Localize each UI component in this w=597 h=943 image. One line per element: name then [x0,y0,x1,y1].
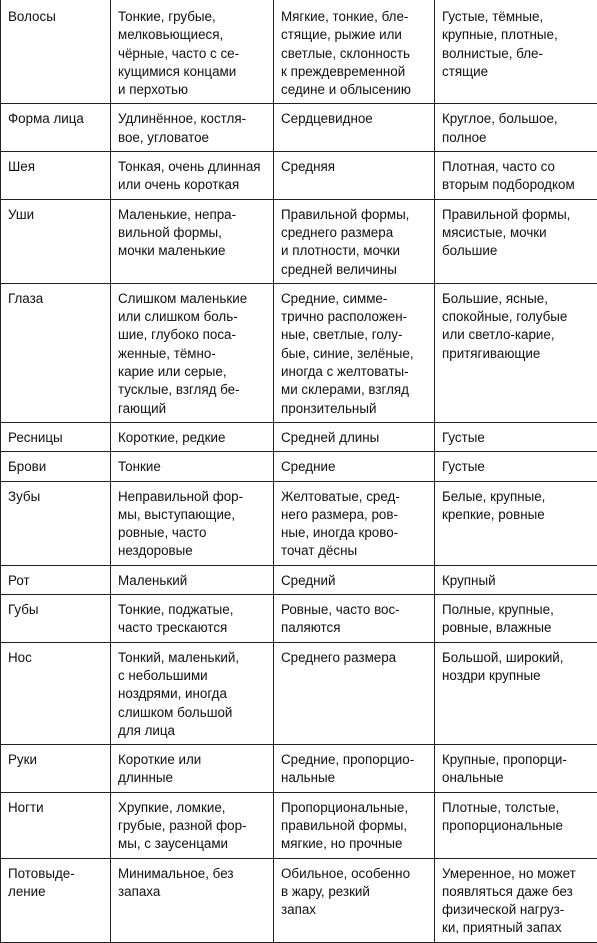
table-row [1,565,597,594]
feature-cell: Ресницы [1,422,111,451]
feature-cell: Губы [1,595,111,643]
type2-cell: Сердцевидное [274,104,435,152]
type1-cell: Тонкие, грубые, мелковьющиеся, чёрные, часто с се- кущимися концами и перхотью [111,0,274,104]
feature-cell: Глаза [1,283,111,422]
table-row [1,745,597,793]
type1-cell: Хрупкие, ломкие, грубые, разной фор- мы, с заусенцами [111,792,274,858]
type2-cell: Средние, симме- трично расположен- ные, светлые, голу- бые, синие, зелёные, иногда с желтоваты- ми склерами, взгляд пронзительный [274,283,435,422]
table-row [1,422,597,451]
type1-cell: Тонкие, поджатые, часто трескаются [111,595,274,643]
type3-cell: Плотные, толстые, пропорциональные [435,792,597,858]
type1-cell: Маленькие, непра- вильной формы, мочки маленькие [111,199,274,283]
type2-cell: Обильное, особенно в жару, резкий запах [274,858,435,942]
table-row [1,481,597,565]
type1-cell: Удлинённое, костля- вое, угловатое [111,104,274,152]
type3-cell: Белые, крупные, крепкие, ровные [435,481,597,565]
type2-cell: Желтоватые, сред- него размера, ров- ные, иногда крово- точат дёсны [274,481,435,565]
table-row [1,283,597,422]
table-row [1,642,597,744]
type1-cell: Тонкие [111,452,274,481]
type2-cell: Средние [274,452,435,481]
feature-cell: Потовыде- ление [1,858,111,942]
type3-cell: Густые [435,422,597,451]
type1-cell: Короткие или длинные [111,745,274,793]
type3-cell: Большие, ясные, спокойные, голубые или светло-карие, притягивающие [435,283,597,422]
table-row [1,595,597,643]
table-row [1,792,597,858]
feature-cell: Зубы [1,481,111,565]
type1-cell: Неправильной фор- мы, выступающие, ровные, часто нездоровые [111,481,274,565]
type3-cell: Умеренное, но может появляться даже без физической нагруз- ки, приятный запах [435,858,597,942]
type3-cell: Густые, тёмные, крупные, плотные, волнистые, бле- стящие [435,0,597,104]
type2-cell: Правильной формы, среднего размера и плотности, мочки средней величины [274,199,435,283]
type1-cell: Минимальное, без запаха [111,858,274,942]
table-row [1,0,597,104]
feature-cell: Ногти [1,792,111,858]
type3-cell: Правильной формы, мясистые, мочки большие [435,199,597,283]
table-row [1,199,597,283]
type3-cell: Густые [435,452,597,481]
type2-cell: Среднего размера [274,642,435,744]
feature-cell: Рот [1,565,111,594]
type3-cell: Плотная, часто со вторым подбородком [435,152,597,200]
table-body [1,0,597,942]
feature-cell: Форма лица [1,104,111,152]
table-row [1,152,597,200]
table-row [1,104,597,152]
type2-cell: Ровные, часто вос- паляются [274,595,435,643]
feature-cell: Брови [1,452,111,481]
type3-cell: Круглое, большое, полное [435,104,597,152]
feature-cell: Уши [1,199,111,283]
feature-cell: Шея [1,152,111,200]
type1-cell: Короткие, редкие [111,422,274,451]
type3-cell: Крупные, пропорци- ональные [435,745,597,793]
type2-cell: Мягкие, тонкие, бле- стящие, рыжие или светлые, склонность к преждевременной седине и облысению [274,0,435,104]
feature-cell: Нос [1,642,111,744]
type2-cell: Средняя [274,152,435,200]
table-row [1,452,597,481]
feature-cell: Руки [1,745,111,793]
type1-cell: Слишком маленькие или слишком боль- шие, глубоко поса- женные, тёмно- карие или серые, тусклые, взгляд бе- гающий [111,283,274,422]
type1-cell: Маленький [111,565,274,594]
type2-cell: Пропорциональные, правильной формы, мягкие, но прочные [274,792,435,858]
type1-cell: Тонкая, очень длинная или очень короткая [111,152,274,200]
type1-cell: Тонкий, маленький, с небольшими ноздрями, иногда слишком большой для лица [111,642,274,744]
feature-cell: Волосы [1,0,111,104]
table-row [1,858,597,942]
type3-cell: Большой, широкий, ноздри крупные [435,642,597,744]
type2-cell: Средние, пропорцио- нальные [274,745,435,793]
type2-cell: Средний [274,565,435,594]
type3-cell: Крупный [435,565,597,594]
type2-cell: Средней длины [274,422,435,451]
type3-cell: Полные, крупные, ровные, влажные [435,595,597,643]
